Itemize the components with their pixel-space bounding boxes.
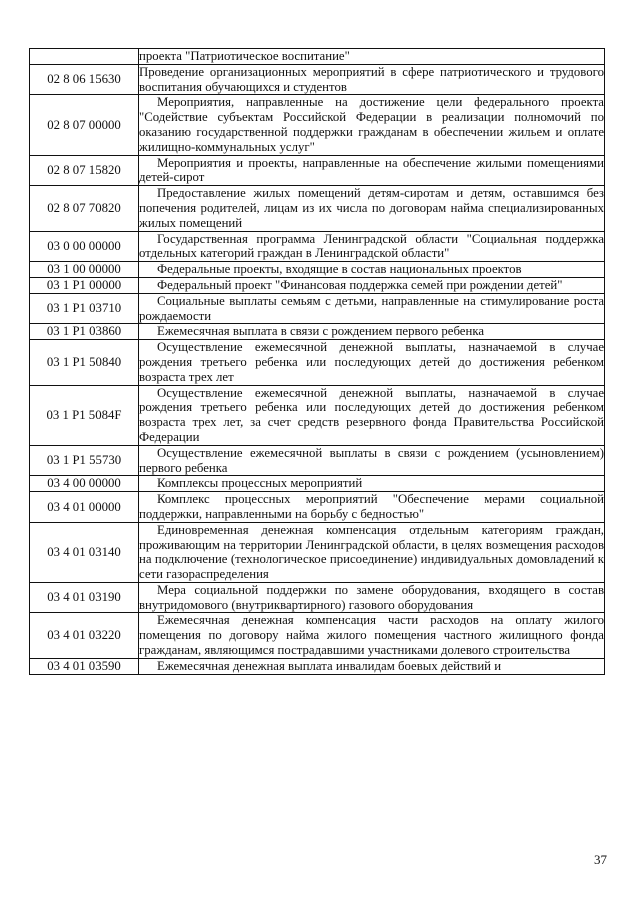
description-cell: Осуществление ежемесячной выплаты в связи с рождением (усыновлением) первого ребенка [139, 445, 604, 475]
table-row [30, 231, 605, 262]
budget-code-cell: 03 4 01 03140 [30, 522, 139, 582]
table-row [30, 522, 605, 582]
budget-code-cell: 02 8 07 00000 [30, 95, 139, 155]
budget-code-cell: 03 0 00 00000 [30, 231, 139, 262]
table-row [30, 476, 605, 492]
table-row [30, 277, 605, 293]
description-cell: Осуществление ежемесячной денежной выплаты, назначаемой в случае рождения третьего ребенка или последующих детей до достижения ребенком возраста трех лет [139, 340, 604, 384]
budget-code-cell: 03 1 P1 03860 [30, 324, 139, 340]
budget-code-cell: 02 8 07 15820 [30, 155, 139, 186]
description-cell: Ежемесячная денежная компенсация части расходов на оплату жилого помещения по договору найма жилого помещения частного жилищного фонда гражданам, являющимся пострадавшими участниками долевого строительства [139, 613, 604, 658]
table-row [30, 613, 605, 658]
table-row [30, 340, 605, 385]
table-row [30, 64, 605, 95]
table-row [30, 445, 605, 476]
table-row [30, 582, 605, 613]
description-cell: Социальные выплаты семьям с детьми, направленные на стимулирование роста рождаемости [139, 293, 604, 323]
table-row [30, 262, 605, 278]
budget-code-cell: 03 1 P1 00000 [30, 277, 139, 293]
table-row [30, 49, 605, 65]
table-row [30, 155, 605, 186]
budget-code-cell: 03 1 P1 55730 [30, 445, 139, 476]
description-cell: Федеральные проекты, входящие в состав национальных проектов [139, 262, 605, 278]
table-row [30, 385, 605, 445]
table-row [30, 95, 605, 155]
description-cell: Осуществление ежемесячной денежной выплаты, назначаемой в случае рождения третьего ребенка или последующих детей до достижения ребенком возраста трех лет, за счет средств резервного фонда Правительства Российской Федерации [139, 385, 604, 444]
page-number: 37 [594, 852, 607, 867]
table-row [30, 186, 605, 231]
description-cell: проекта "Патриотическое воспитание" [139, 49, 605, 65]
budget-code-cell: 03 1 P1 50840 [30, 340, 139, 385]
description-cell: Проведение организационных мероприятий в сфере патриотического и трудового воспитания обучающихся и студентов [139, 64, 604, 94]
description-cell: Государственная программа Ленинградской области "Социальная поддержка отдельных категорий граждан в Ленинградской области" [139, 231, 604, 261]
budget-code-cell: 03 4 01 03220 [30, 613, 139, 658]
budget-code-table [29, 48, 605, 675]
budget-code-cell: 02 8 06 15630 [30, 64, 139, 95]
table-row [30, 658, 605, 674]
description-cell: Федеральный проект "Финансовая поддержка семей при рождении детей" [139, 277, 605, 293]
table-row [30, 324, 605, 340]
description-cell: Единовременная денежная компенсация отдельным категориям граждан, проживающим на территории Ленинградской области, в целях возмещения расходов на подключение (технологическое присоединение) индивидуальных домовладений к сети газораспределения [139, 522, 604, 582]
budget-code-cell: 03 1 00 00000 [30, 262, 139, 278]
budget-code-cell: 03 4 01 00000 [30, 492, 139, 523]
description-cell: Мероприятия и проекты, направленные на обеспечение жилыми помещениями детей-сирот [139, 155, 604, 185]
budget-code-cell: 03 4 01 03190 [30, 582, 139, 613]
description-cell: Мероприятия, направленные на достижение цели федерального проекта "Содействие субъектам Российской Федерации в реализации полномочий по оказанию государственной поддержки гражданам в обеспечении жильем и оплате жилищно-коммунальных услуг" [139, 95, 604, 154]
description-cell: Комплекс процессных мероприятий "Обеспечение мерами социальной поддержки, направленными на борьбу с бедностью" [139, 492, 604, 521]
budget-code-cell: 03 4 00 00000 [30, 476, 139, 492]
description-cell: Ежемесячная выплата в связи с рождением первого ребенка [139, 324, 605, 340]
description-cell: Предоставление жилых помещений детям-сиротам и детям, оставшимся без попечения родителей, лицам из их числа по договорам найма специализированных жилых помещений [139, 186, 604, 230]
budget-code-cell: 03 1 P1 03710 [30, 293, 139, 324]
table-row [30, 492, 605, 523]
budget-code-cell: 03 1 P1 5084F [30, 385, 139, 445]
description-cell: Ежемесячная денежная выплата инвалидам боевых действий и [139, 658, 605, 674]
description-cell: Мера социальной поддержки по замене оборудования, входящего в состав внутридомового (внутриквартирного) газового оборудования [139, 582, 604, 612]
description-cell: Комплексы процессных мероприятий [139, 476, 605, 492]
budget-code-cell [30, 49, 139, 65]
table-row [30, 293, 605, 324]
budget-code-cell: 02 8 07 70820 [30, 186, 139, 231]
budget-code-table-wrapper [29, 48, 605, 675]
budget-code-cell: 03 4 01 03590 [30, 658, 139, 674]
